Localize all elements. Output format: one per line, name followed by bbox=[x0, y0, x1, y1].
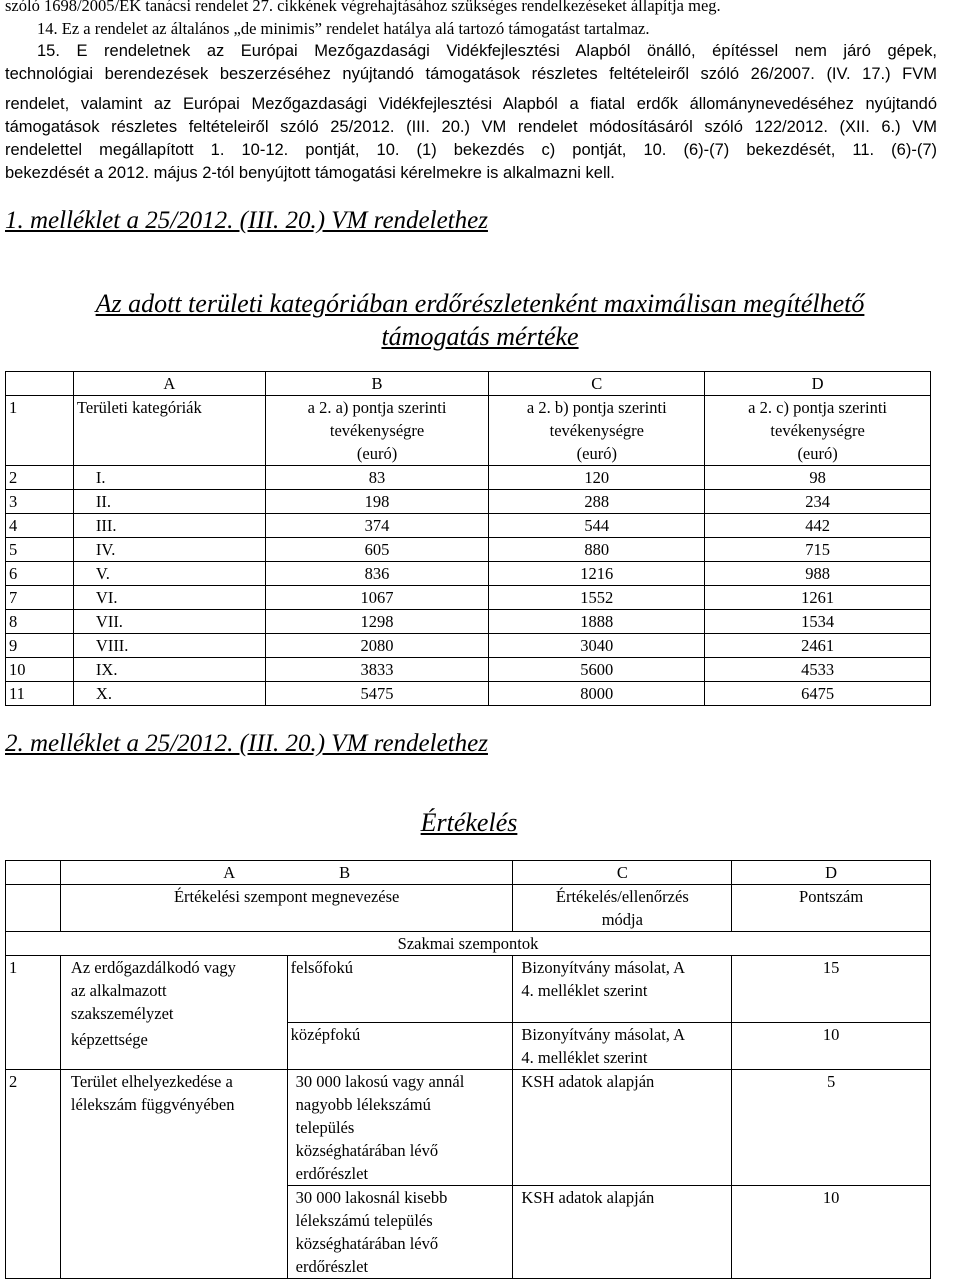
row-number: 5 bbox=[6, 538, 74, 562]
section-title: Szakmai szempontok bbox=[6, 932, 931, 956]
header-col-c: a 2. b) pontja szerinti tevékenységre (euró) bbox=[489, 396, 705, 466]
table-row bbox=[6, 586, 931, 610]
value-col-b: 83 bbox=[265, 466, 489, 490]
value-col-d: 98 bbox=[705, 466, 931, 490]
intro-item-15-line3: rendelet, valamint az Európai Mezőgazdasági Vidékfejlesztési Alapból a fiatal erdők állománynevedéséhez nyújtandó bbox=[5, 95, 937, 113]
value-col-b: 836 bbox=[265, 562, 489, 586]
value-col-d: 715 bbox=[705, 538, 931, 562]
table-row bbox=[6, 466, 931, 490]
table-row bbox=[6, 682, 931, 706]
annex1-table bbox=[5, 371, 931, 706]
category-cell: VII. bbox=[73, 610, 265, 634]
table-header-row bbox=[6, 885, 931, 932]
value-col-d: 988 bbox=[705, 562, 931, 586]
value-col-c: 5600 bbox=[489, 658, 705, 682]
header-points: Pontszám bbox=[732, 885, 931, 932]
col-letter: C bbox=[513, 861, 732, 885]
col-letter: A bbox=[73, 372, 265, 396]
table-row bbox=[6, 490, 931, 514]
annex1-table-body bbox=[6, 466, 931, 706]
method: Bizonyítvány másolat, A 4. melléklet szerint bbox=[513, 956, 732, 1023]
value-col-d: 2461 bbox=[705, 634, 931, 658]
category-cell: V. bbox=[73, 562, 265, 586]
annex2-title: Értékelés bbox=[420, 808, 518, 837]
header-col-d: a 2. c) pontja szerinti tevékenységre (euró) bbox=[705, 396, 931, 466]
category-cell: I. bbox=[73, 466, 265, 490]
intro-item-15-line1: 15. E rendeletnek az Európai Mezőgazdasági Vidékfejlesztési Alapból önálló, építéssel nem járó gépek, bbox=[37, 42, 937, 60]
row-number: 9 bbox=[6, 634, 74, 658]
annex2-table bbox=[5, 860, 931, 1279]
header-areal-category: Területi kategóriák bbox=[73, 396, 265, 466]
row-number: 1 bbox=[6, 396, 74, 466]
col-letter: D bbox=[732, 861, 931, 885]
method: KSH adatok alapján bbox=[513, 1186, 732, 1279]
section-row bbox=[6, 932, 931, 956]
table-row bbox=[6, 634, 931, 658]
points: 10 bbox=[732, 1023, 931, 1070]
row-number: 11 bbox=[6, 682, 74, 706]
table-letter-row bbox=[6, 372, 931, 396]
value-col-b: 2080 bbox=[265, 634, 489, 658]
row-number: 6 bbox=[6, 562, 74, 586]
intro-item-15-line5: rendelettel megállapított 1. 10-12. pontját, 10. (1) bekezdés c) pontját, 10. (6)-(7) bekezdését, 11. (6)-(7) bbox=[5, 141, 937, 159]
col-letter: D bbox=[705, 372, 931, 396]
category-cell: X. bbox=[73, 682, 265, 706]
method: Bizonyítvány másolat, A 4. melléklet szerint bbox=[513, 1023, 732, 1070]
col-letter: C bbox=[489, 372, 705, 396]
row-number: 3 bbox=[6, 490, 74, 514]
category-cell: IV. bbox=[73, 538, 265, 562]
row-number: 2 bbox=[6, 466, 74, 490]
value-col-c: 288 bbox=[489, 490, 705, 514]
row-number: 8 bbox=[6, 610, 74, 634]
sub-criterion-label: középfokú bbox=[287, 1023, 513, 1070]
points: 5 bbox=[732, 1070, 931, 1186]
value-col-b: 374 bbox=[265, 514, 489, 538]
value-col-c: 1216 bbox=[489, 562, 705, 586]
table-row bbox=[6, 514, 931, 538]
table-row bbox=[6, 1070, 931, 1186]
value-col-d: 1261 bbox=[705, 586, 931, 610]
row-number: 10 bbox=[6, 658, 74, 682]
value-col-d: 6475 bbox=[705, 682, 931, 706]
intro-item-14: 14. Ez a rendelet az általános „de minimis” rendelet hatálya alá tartozó támogatást tartalmaz. bbox=[37, 19, 650, 38]
value-col-b: 1298 bbox=[265, 610, 489, 634]
value-col-b: 1067 bbox=[265, 586, 489, 610]
row-number: 2 bbox=[6, 1070, 61, 1279]
row-number: 4 bbox=[6, 514, 74, 538]
points: 15 bbox=[732, 956, 931, 1023]
table-row bbox=[6, 610, 931, 634]
header-method: Értékelés/ellenőrzés módja bbox=[513, 885, 732, 932]
annex1-heading: 1. melléklet a 25/2012. (III. 20.) VM rendelethez bbox=[5, 207, 488, 234]
value-col-c: 880 bbox=[489, 538, 705, 562]
value-col-c: 544 bbox=[489, 514, 705, 538]
criterion-location: Terület elhelyezkedése a lélekszám függvényében bbox=[60, 1070, 287, 1279]
category-cell: III. bbox=[73, 514, 265, 538]
col-letter: A B bbox=[60, 861, 513, 885]
table-row bbox=[6, 538, 931, 562]
intro-line-0: szóló 1698/2005/EK tanácsi rendelet 27. cikkének végrehajtásához szükséges rendelkezéseket állapítja meg. bbox=[5, 0, 721, 15]
annex1-title-line2: támogatás mértéke bbox=[381, 322, 579, 351]
method: KSH adatok alapján bbox=[513, 1070, 732, 1186]
table-row bbox=[6, 956, 931, 1023]
category-cell: IX. bbox=[73, 658, 265, 682]
intro-item-15-line6: bekezdését a 2012. május 2-tól benyújtott támogatási kérelmekre is alkalmazni kell. bbox=[5, 164, 615, 182]
table-row bbox=[6, 658, 931, 682]
value-col-c: 1888 bbox=[489, 610, 705, 634]
col-letter: B bbox=[265, 372, 489, 396]
category-cell: VIII. bbox=[73, 634, 265, 658]
value-col-d: 234 bbox=[705, 490, 931, 514]
value-col-d: 442 bbox=[705, 514, 931, 538]
annex2-heading: 2. melléklet a 25/2012. (III. 20.) VM rendelethez bbox=[5, 730, 488, 757]
value-col-c: 8000 bbox=[489, 682, 705, 706]
sub-criterion-label: 30 000 lakosú vagy annál nagyobb lélekszámú település községhatárában lévő erdőrészlet bbox=[287, 1070, 513, 1186]
value-col-b: 198 bbox=[265, 490, 489, 514]
sub-criterion-label: 30 000 lakosnál kisebb lélekszámú település községhatárában lévő erdőrészlet bbox=[287, 1186, 513, 1279]
sub-criterion-label: felsőfokú bbox=[287, 956, 513, 1023]
row-number: 1 bbox=[6, 956, 61, 1070]
value-col-b: 605 bbox=[265, 538, 489, 562]
category-cell: II. bbox=[73, 490, 265, 514]
value-col-c: 1552 bbox=[489, 586, 705, 610]
header-col-b: a 2. a) pontja szerinti tevékenységre (euró) bbox=[265, 396, 489, 466]
table-header-row bbox=[6, 396, 931, 466]
intro-item-15-line4: támogatások részletes feltételeiről szóló 25/2012. (III. 20.) VM rendelet módosításáról szóló 122/2012. (XII. 6.) VM bbox=[5, 118, 937, 136]
row-number: 7 bbox=[6, 586, 74, 610]
value-col-b: 3833 bbox=[265, 658, 489, 682]
points: 10 bbox=[732, 1186, 931, 1279]
header-criterion: Értékelési szempont megnevezése bbox=[60, 885, 513, 932]
value-col-d: 4533 bbox=[705, 658, 931, 682]
category-cell: VI. bbox=[73, 586, 265, 610]
table-row bbox=[6, 562, 931, 586]
value-col-c: 120 bbox=[489, 466, 705, 490]
value-col-d: 1534 bbox=[705, 610, 931, 634]
value-col-c: 3040 bbox=[489, 634, 705, 658]
intro-item-15-line2: technológiai berendezések beszerzéséhez nyújtandó támogatások részletes feltételeiről szóló 26/2007. (IV. 17.) FVM bbox=[5, 65, 937, 83]
value-col-b: 5475 bbox=[265, 682, 489, 706]
table-letter-row bbox=[6, 861, 931, 885]
criterion-qualification: Az erdőgazdálkodó vagy az alkalmazott szakszemélyzet képzettsége bbox=[60, 956, 287, 1070]
annex1-title-line1: Az adott területi kategóriában erdőrészletenként maximálisan megítélhető bbox=[95, 289, 865, 318]
